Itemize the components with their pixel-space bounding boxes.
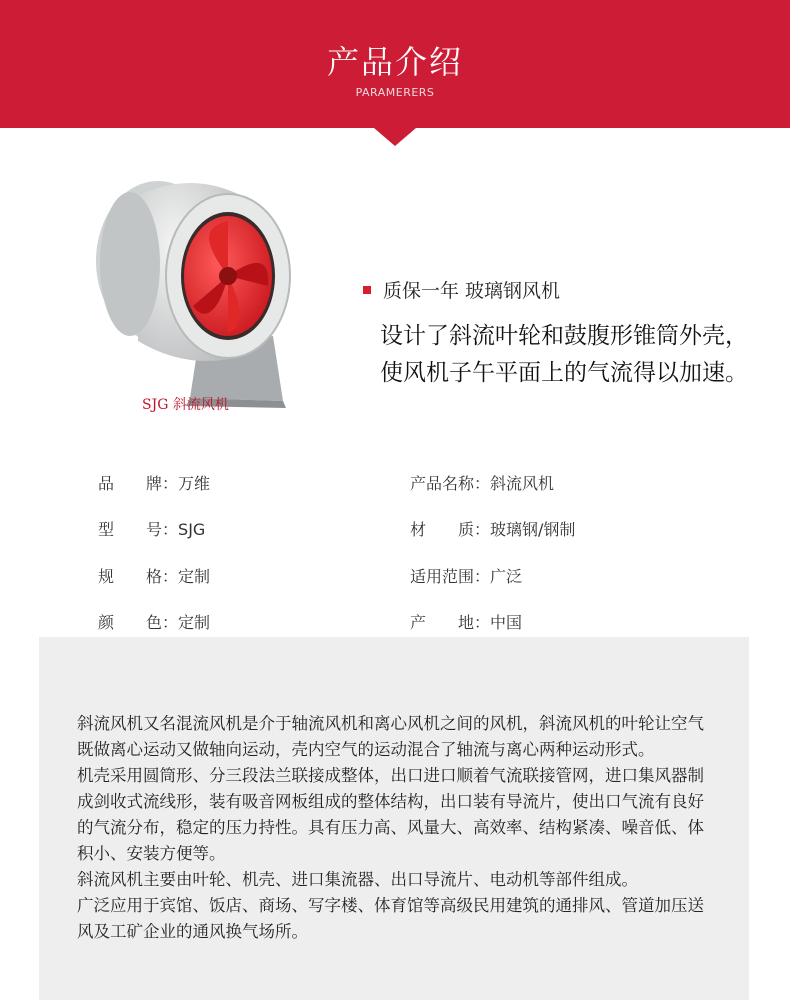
detail-paragraph: 斜流风机主要由叶轮、机壳、进口集流器、出口导流片、电动机等部件组成。 — [77, 870, 638, 889]
spec-brand: 品 牌：万维 — [98, 471, 210, 494]
detail-paragraph: 机壳采用圆筒形、分三段法兰联接成整体，出口进口顺着气流联接管网，进口集风器制成剑收式流线形，装有吸音网板组成的整体结构，出口装有导流片，使出口气流有良好的气流分布，稳定的压力持性。具有压力高、风量大、高效率、结构紧凑、噪音低、体积小、安装方便等。 — [77, 766, 704, 863]
spec-color: 颜 色：定制 — [98, 610, 210, 633]
spec-value: 广泛 — [490, 567, 523, 586]
page-title: 产品介绍 — [326, 43, 463, 81]
product-description: 设计了斜流叶轮和鼓腹形锥筒外壳，使风机子午平面上的气流得以加速。 — [380, 323, 748, 386]
axial-fan-icon — [78, 166, 308, 426]
details-text — [77, 711, 717, 945]
spec-material: 材 质：玻璃钢/钢制 — [410, 517, 575, 540]
spec-size: 规 格：定制 — [98, 564, 210, 587]
spec-label: 材 质 — [410, 520, 475, 539]
header-banner — [0, 0, 790, 146]
spec-label: 型 号 — [98, 520, 163, 539]
spec-model: 型 号：SJG — [98, 517, 205, 540]
spec-origin: 产 地：中国 — [410, 610, 522, 633]
spec-application: 适用范围：广泛 — [410, 564, 522, 587]
spec-value: SJG — [178, 520, 206, 539]
spec-value: 定制 — [178, 613, 211, 632]
spec-product-name: 产品名称：斜流风机 — [410, 471, 554, 494]
spec-value: 定制 — [178, 567, 211, 586]
spec-label: 颜 色 — [98, 613, 163, 632]
product-caption: SJG 斜流风机 — [142, 397, 229, 413]
spec-value: 玻璃钢/钢制 — [490, 520, 576, 539]
spec-value: 中国 — [490, 613, 523, 632]
spec-label: 规 格 — [98, 567, 163, 586]
page-subtitle: PARAMERERS — [355, 86, 435, 99]
product-tagline: 质保一年 玻璃钢风机 — [383, 280, 561, 302]
spec-label: 产 地 — [410, 613, 475, 632]
spec-label: 品 牌 — [98, 474, 163, 493]
spec-label: 产品名称 — [410, 474, 475, 493]
detail-paragraph: 斜流风机又名混流风机是介于轴流风机和离心风机之间的风机，斜流风机的叶轮让空气既做离心运动又做轴向运动，壳内空气的运动混合了轴流与离心两种运动形式。 — [77, 714, 704, 759]
bullet-square-icon — [363, 286, 371, 294]
spec-value: 斜流风机 — [490, 474, 555, 493]
spec-label: 适用范围 — [410, 567, 475, 586]
detail-paragraph: 广泛应用于宾馆、饭店、商场、写字楼、体育馆等高级民用建筑的通排风、管道加压送风及工矿企业的通风换气场所。 — [77, 896, 704, 941]
spec-value: 万维 — [178, 474, 211, 493]
